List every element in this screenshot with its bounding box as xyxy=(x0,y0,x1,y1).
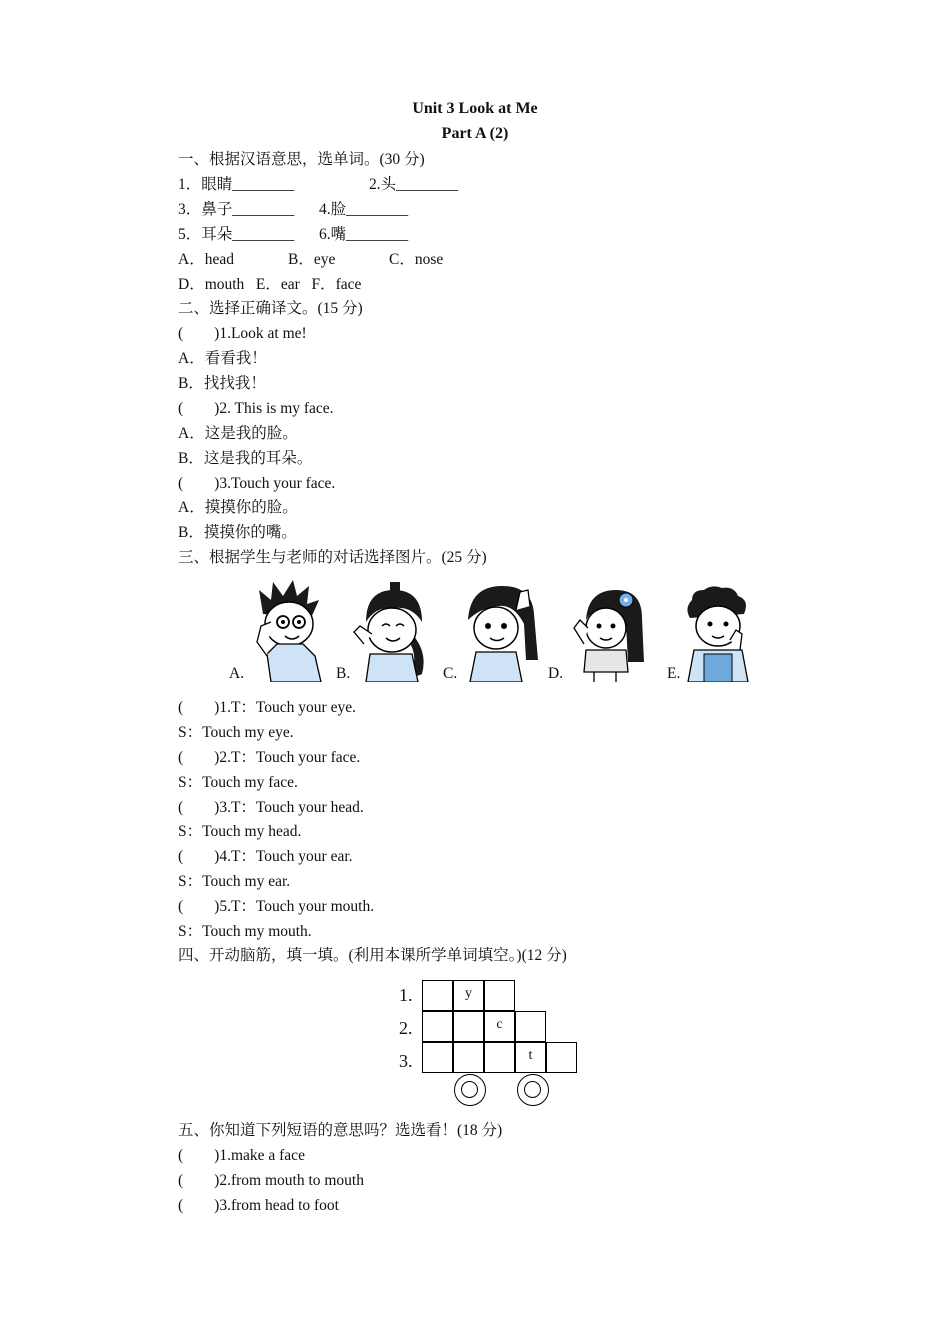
s3-line: ( )4.T：Touch your ear. xyxy=(178,848,353,865)
s2-line: A．看看我！ xyxy=(178,350,267,367)
s3-line: ( )3.T：Touch your head. xyxy=(178,799,364,816)
grid-cell-hint: y xyxy=(453,980,484,1011)
s3-line: S：Touch my face. xyxy=(178,774,298,791)
s1-item-6: 6.嘴________ xyxy=(319,226,409,243)
section5-heading: 五、你知道下列短语的意思吗？选选看！(18 分) xyxy=(178,1122,503,1139)
s5-line: ( )1.make a face xyxy=(178,1147,305,1164)
s3-line: S：Touch my eye. xyxy=(178,724,294,741)
s1-option-c: C．nose xyxy=(389,251,444,268)
s1-item-4: 4.脸________ xyxy=(319,201,409,218)
grid-cell[interactable] xyxy=(422,1042,453,1073)
s3-line: ( )5.T：Touch your mouth. xyxy=(178,898,375,915)
s3-line: ( )1.T：Touch your eye. xyxy=(178,699,356,716)
page-subtitle: Part A (2) xyxy=(441,125,509,142)
grid-cell[interactable] xyxy=(453,1042,484,1073)
s1-option-b: B．eye xyxy=(288,251,336,268)
grid-cell-hint: t xyxy=(515,1042,546,1073)
s2-line: A．摸摸你的脸。 xyxy=(178,499,298,516)
section3-heading: 三、根据学生与老师的对话选择图片。(25 分) xyxy=(178,549,487,566)
section4-heading: 四、开动脑筋，填一填。(利用本课所学单词填空。)(12 分) xyxy=(178,947,567,964)
grid-cell[interactable] xyxy=(422,980,453,1011)
page-title: Unit 3 Look at Me xyxy=(412,100,538,117)
s3-line: S：Touch my ear. xyxy=(178,873,291,890)
s2-line: ( )2. This is my face. xyxy=(178,400,334,417)
s2-line: A．这是我的脸。 xyxy=(178,425,298,442)
s3-line: ( )2.T：Touch your face. xyxy=(178,749,361,766)
s2-line: B．这是我的耳朵。 xyxy=(178,450,313,467)
picture-label-e: E. xyxy=(667,665,681,682)
s3-line: S：Touch my head. xyxy=(178,823,302,840)
s5-line: ( )3.from head to foot xyxy=(178,1197,339,1214)
picture-label-a: A. xyxy=(229,665,245,682)
grid-row-number-2: 2. xyxy=(399,1018,413,1038)
grid-cell[interactable] xyxy=(515,1011,546,1042)
grid-row-number-1: 1. xyxy=(399,985,413,1005)
grid-row-number-3: 3. xyxy=(399,1051,413,1071)
s1-item-3: 3．鼻子________ xyxy=(178,201,295,218)
s2-line: ( )3.Touch your face. xyxy=(178,475,336,492)
s2-line: ( )1.Look at me! xyxy=(178,325,307,342)
car-wheel-right xyxy=(517,1074,549,1106)
picture-e-boy-touching-mouth xyxy=(680,584,756,682)
picture-d-girl-touching-ear xyxy=(566,584,650,682)
section1-heading: 一、根据汉语意思，选单词。(30 分) xyxy=(178,151,425,168)
grid-cell[interactable] xyxy=(422,1011,453,1042)
s1-option-def: D．mouth E．ear F．face xyxy=(178,276,362,293)
picture-c-girl-touching-head xyxy=(458,580,542,682)
grid-cell[interactable] xyxy=(453,1011,484,1042)
s1-item-2: 2.头________ xyxy=(369,176,459,193)
section2-heading: 二、选择正确译文。(15 分) xyxy=(178,300,363,317)
grid-cell[interactable] xyxy=(484,1042,515,1073)
s1-item-5: 5．耳朵________ xyxy=(178,226,295,243)
s2-line: B．摸摸你的嘴。 xyxy=(178,524,297,541)
s1-item-1: 1．眼睛________ xyxy=(178,176,295,193)
grid-cell-hint: c xyxy=(484,1011,515,1042)
picture-label-b: B. xyxy=(336,665,351,682)
picture-label-d: D. xyxy=(548,665,564,682)
picture-a-boy-touching-eye xyxy=(245,578,330,682)
picture-b-girl-touching-face xyxy=(350,582,438,682)
grid-cell[interactable] xyxy=(484,980,515,1011)
s2-line: B．找找我！ xyxy=(178,375,266,392)
s5-line: ( )2.from mouth to mouth xyxy=(178,1172,364,1189)
s1-option-a: A．head xyxy=(178,251,234,268)
car-wheel-left xyxy=(454,1074,486,1106)
grid-cell[interactable] xyxy=(546,1042,577,1073)
picture-label-c: C. xyxy=(443,665,458,682)
s3-line: S：Touch my mouth. xyxy=(178,923,312,940)
